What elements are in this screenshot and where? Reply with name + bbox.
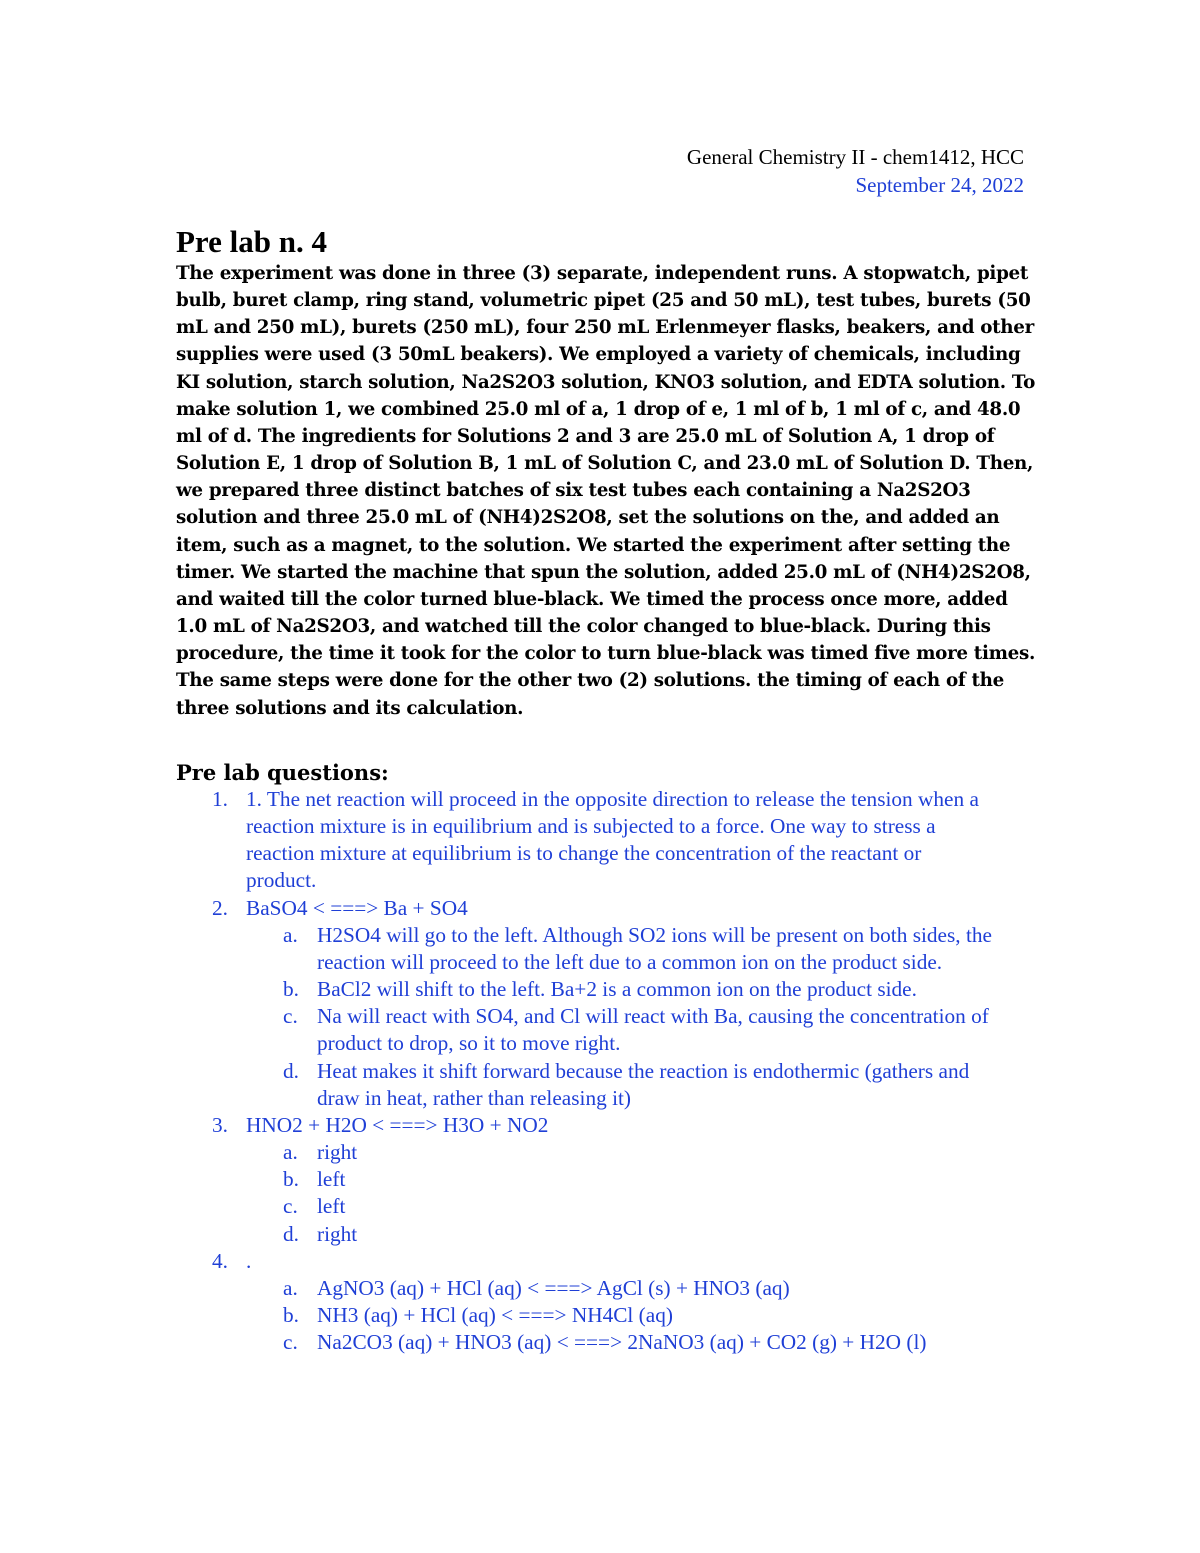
sub-answer-item [246,1166,1001,1193]
sub-answer-item [246,1058,1001,1112]
sub-answer-item [246,1221,1001,1248]
question-text: 1. The net reaction will proceed in the opposite direction to release the tension when a reaction mixture is in equilibrium and is subjected to a force. One way to stress a reaction mixture at equilibrium is to change the concentration of the reactant or product. [246,787,979,893]
sub-answer-label: a. [283,1140,298,1165]
sub-answer-text: NH3 (aq) + HCl (aq) < ===> NH4Cl (aq) [317,1302,673,1327]
document-header [687,143,1024,199]
sub-answer-text: Na will react with SO4, and Cl will react with Ba, causing the concentration of product to drop, so it to move right. [317,1004,989,1056]
sub-answer-label: c. [283,1330,298,1355]
sub-answer-item [246,1139,1001,1166]
page-title: Pre lab n. 4 [176,224,327,259]
sub-answer-label: c. [283,1194,298,1219]
sub-answer-item [246,976,1001,1003]
sub-answer-label: d. [283,1058,299,1083]
question-text: BaSO4 < ===> Ba + SO4 [246,895,468,920]
sub-answer-label: b. [283,977,299,1002]
sub-answer-text: left [317,1194,346,1219]
question-number: 2. [212,895,228,920]
sub-answer-label: b. [283,1302,299,1327]
question-item-1 [176,786,1036,895]
intro-paragraph: The experiment was done in three (3) separate, independent runs. A stopwatch, pipet bulb, buret clamp, ring stand, volumetric pipet (25 and 50 mL), test tubes, burets (50 mL and 250 mL), burets (250 mL), four 250 mL Erlenmeyer flasks, beakers, and other supplies were used (3 50mL beakers). We employed a variety of chemicals, including KI solution, starch solution, Na2S2O3 solution, KNO3 solution, and EDTA solution. To make solution 1, we combined 25.0 ml of a, 1 drop of e, 1 ml of b, 1 ml of c, and 48.0 ml of d. The ingredients for Solutions 2 and 3 are 25.0 mL of Solution A, 1 drop of Solution E, 1 drop of Solution B, 1 mL of Solution C, and 23.0 mL of Solution D. Then, we prepared three distinct batches of six test tubes each containing a Na2S2O3 solution and three 25.0 mL of (NH4)2S2O8, set the solutions on the, and added an item, such as a magnet, to the solution. We started the experiment after setting the timer. We started the machine that spun the solution, added 25.0 mL of (NH4)2S2O8, and waited till the color turned blue-black. We timed the process once more, added 1.0 mL of Na2S2O3, and watched till the color changed to blue-black. During this procedure, the time it took for the color to turn blue-black was timed five more times. The same steps were done for the other two (2) solutions. the timing of each of the three solutions and its calculation. [176,263,1036,719]
sub-answer-text: H2SO4 will go to the left. Although SO2 ions will be present on both sides, the reaction will proceed to the left due to a common ion on the product side. [317,922,992,974]
question-item-4 [176,1248,1036,1357]
sub-answer-item [246,1302,1001,1329]
sub-answer-item [246,1003,1001,1057]
sub-answer-text: AgNO3 (aq) + HCl (aq) < ===> AgCl (s) + HNO3 (aq) [317,1275,790,1300]
sub-answer-label: b. [283,1167,299,1192]
question-text: . [246,1248,252,1273]
questions-list [176,786,1036,1356]
question-text: HNO2 + H2O < ===> H3O + NO2 [246,1112,549,1137]
questions-heading: Pre lab questions: [176,760,389,785]
date-line: September 24, 2022 [855,173,1024,197]
question-item-2 [176,895,1036,1112]
sub-answer-label: a. [283,922,298,947]
sub-answer-item [246,1193,1001,1220]
sub-answer-text: Heat makes it shift forward because the reaction is endothermic (gathers and draw in heat, rather than releasing it) [317,1058,970,1110]
sub-answer-item [246,922,1001,976]
sub-answer-label: c. [283,1004,298,1029]
sub-answer-text: right [317,1221,358,1246]
sub-answer-text: left [317,1167,346,1192]
sub-answer-text: right [317,1140,358,1165]
question-number: 3. [212,1112,228,1137]
sub-answer-text: Na2CO3 (aq) + HNO3 (aq) < ===> 2NaNO3 (aq) + CO2 (g) + H2O (l) [317,1330,927,1355]
question-number: 1. [212,787,228,811]
sub-answer-list [246,1139,1036,1248]
course-line: General Chemistry II - chem1412, HCC [686,145,1024,169]
sub-answer-item [246,1275,1001,1302]
sub-answer-list [246,922,1036,1112]
sub-answer-label: d. [283,1221,299,1246]
sub-answer-label: a. [283,1275,298,1300]
sub-answer-text: BaCl2 will shift to the left. Ba+2 is a common ion on the product side. [317,977,917,1002]
question-number: 4. [212,1248,228,1273]
sub-answer-list [246,1275,1036,1356]
sub-answer-item [246,1329,1001,1356]
question-item-3 [176,1112,1036,1248]
